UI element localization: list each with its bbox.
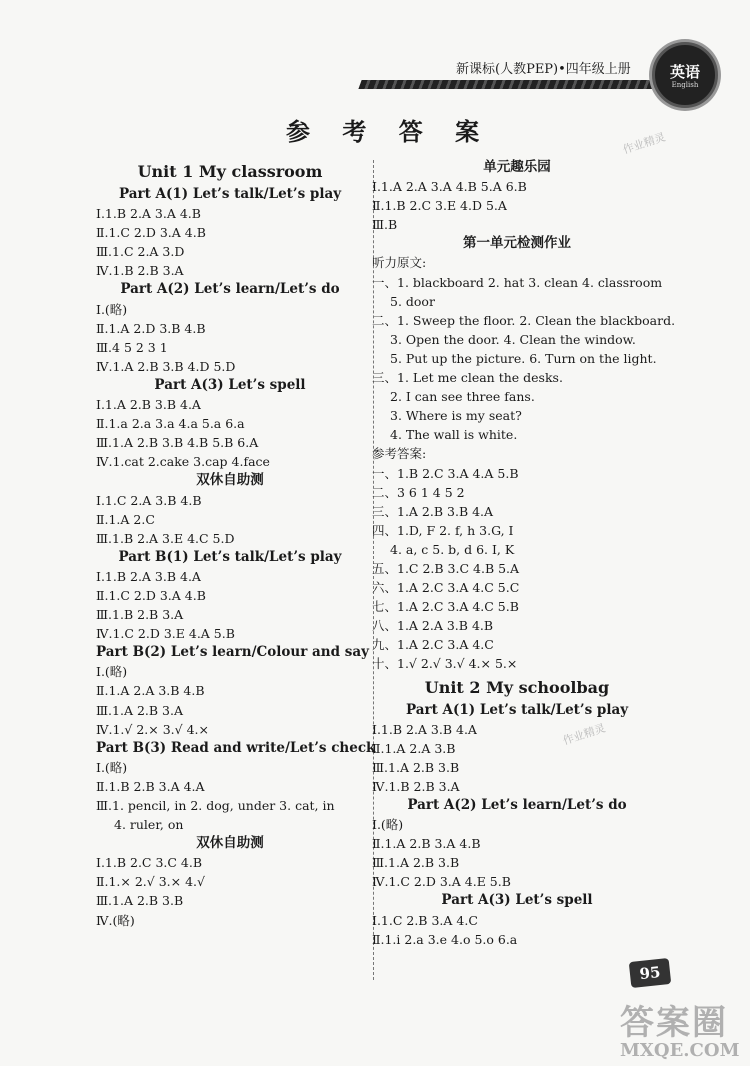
page-number: 95: [629, 958, 671, 988]
answer-line: Ⅱ.1.A 2.B 3.A 4.B: [372, 836, 481, 852]
section-heading: Part A(1) Let’s talk/Let’s play: [118, 186, 342, 202]
answer-line: 一、1. blackboard 2. hat 3. clean 4. classroom: [372, 274, 663, 290]
section-heading: 单元趣乐园: [483, 159, 551, 175]
watermark-small-2: 作业精灵: [561, 721, 608, 748]
answer-line: Ⅳ.1.B 2.B 3.A: [372, 778, 460, 794]
answer-line: Ⅲ.1.A 2.B 3.B 4.B 5.B 6.A: [96, 435, 259, 451]
header-text: 新课标(人教PEP)•四年级上册: [456, 62, 631, 77]
answer-line: Ⅲ.1.B 2.A 3.E 4.C 5.D: [96, 530, 235, 546]
page-title: 参 考 答 案: [286, 117, 492, 146]
answer-line: Ⅰ.1.A 2.B 3.B 4.A: [96, 397, 201, 413]
answer-line: Ⅱ.1.B 2.C 3.E 4.D 5.A: [372, 198, 507, 214]
section-heading: Part A(1) Let’s talk/Let’s play: [405, 701, 629, 718]
answer-line: Ⅰ.1.A 2.A 3.A 4.B 5.A 6.B: [372, 179, 527, 195]
answer-line: Ⅳ.1.B 2.B 3.A: [96, 263, 184, 279]
answer-line: 5. door: [390, 293, 435, 309]
answer-line: Ⅰ.1.B 2.A 3.B 4.A: [372, 721, 477, 737]
answer-line: Ⅲ.1.A 2.B 3.A: [96, 702, 183, 718]
answer-line: Ⅱ.1.a 2.a 3.a 4.a 5.a 6.a: [96, 416, 245, 432]
subject-badge: [652, 42, 718, 108]
watermark-url: MXQE.COM: [620, 1040, 740, 1061]
answer-line: 3. Open the door. 4. Clean the window.: [390, 331, 636, 347]
answer-line: Ⅲ.B: [372, 217, 398, 233]
watermark-logo: [620, 995, 740, 1061]
answer-line: 二、3 6 1 4 5 2: [372, 484, 465, 500]
answer-line: Ⅲ.1.A 2.B 3.B: [96, 893, 184, 909]
answer-line: 八、1.A 2.A 3.B 4.B: [372, 618, 494, 634]
answer-line: Ⅰ.(略): [96, 301, 128, 317]
answer-line: Ⅳ.1.√ 2.× 3.√ 4.×: [96, 721, 209, 737]
answer-line: Ⅲ.1.B 2.B 3.A: [96, 607, 184, 623]
page-header: [360, 50, 740, 100]
header-band: [358, 80, 681, 89]
answer-line: Ⅲ.1.A 2.B 3.B: [372, 759, 460, 775]
answer-line: Ⅳ.1.A 2.B 3.B 4.D 5.D: [96, 358, 236, 374]
section-heading: Part B(2) Let’s learn/Colour and say: [96, 644, 369, 661]
section-heading: Unit 1 My classroom: [137, 162, 323, 181]
answer-line: 四、1.D, F 2. f, h 3.G, I: [372, 522, 514, 538]
answer-line: Ⅱ.1.A 2.C: [96, 511, 155, 527]
badge-subtext: English: [671, 81, 699, 89]
answer-line: 4. a, c 5. b, d 6. I, K: [390, 541, 515, 557]
answer-line: Ⅰ.(略): [96, 664, 128, 680]
answer-line: 三、1.A 2.B 3.B 4.A: [372, 503, 494, 519]
section-heading: Part A(2) Let’s learn/Let’s do: [120, 281, 340, 298]
answer-line: 六、1.A 2.C 3.A 4.C 5.C: [372, 580, 520, 596]
answer-line: 二、1. Sweep the floor. 2. Clean the blackboard.: [372, 312, 676, 328]
answer-line: 十、1.√ 2.√ 3.√ 4.× 5.×: [372, 656, 518, 672]
answer-line: Ⅰ.1.C 2.B 3.A 4.C: [372, 912, 478, 928]
answer-line: Ⅱ.1.C 2.D 3.A 4.B: [96, 587, 206, 603]
answer-line: Ⅱ.1.A 2.A 3.B: [372, 740, 456, 756]
section-heading: Unit 2 My schoolbag: [424, 677, 610, 697]
answer-line: Ⅰ.(略): [96, 759, 128, 775]
answer-line: 参考答案:: [372, 446, 427, 462]
answer-line: Ⅲ.1.C 2.A 3.D: [96, 244, 185, 260]
answer-line: Ⅳ.1.C 2.D 3.E 4.A 5.B: [96, 626, 235, 642]
answer-line: 一、1.B 2.C 3.A 4.A 5.B: [372, 465, 519, 481]
answer-line: Ⅳ.(略): [96, 912, 135, 928]
answer-line: 5. Put up the picture. 6. Turn on the light.: [390, 350, 657, 366]
badge-text: 英语: [669, 63, 700, 81]
answer-line: Ⅱ.1.A 2.D 3.B 4.B: [96, 320, 206, 336]
answer-line: Ⅳ.1.C 2.D 3.A 4.E 5.B: [372, 874, 511, 890]
section-heading: 双休自助测: [196, 472, 264, 489]
answer-line: Ⅱ.1.C 2.D 3.A 4.B: [96, 225, 206, 241]
answer-line: Ⅰ.(略): [372, 817, 404, 833]
section-heading: Part B(1) Let’s talk/Let’s play: [118, 548, 342, 565]
answer-line: Ⅰ.1.B 2.A 3.B 4.A: [96, 568, 201, 584]
answer-line: Ⅲ.4 5 2 3 1: [96, 339, 168, 355]
watermark-big: 答案圈: [620, 1003, 728, 1043]
left-column: [96, 158, 376, 930]
answer-line: Ⅱ.1.× 2.√ 3.× 4.√: [96, 874, 205, 890]
answer-line: Ⅱ.1.A 2.A 3.B 4.B: [96, 683, 205, 699]
answer-line: Ⅳ.1.cat 2.cake 3.cap 4.face: [96, 454, 270, 470]
section-heading: Part A(3) Let’s spell: [154, 376, 306, 393]
answer-line: Ⅱ.1.i 2.a 3.e 4.o 5.o 6.a: [372, 931, 518, 947]
answer-line: Ⅰ.1.B 2.A 3.A 4.B: [96, 206, 201, 222]
answer-line: Ⅲ.1. pencil, in 2. dog, under 3. cat, in: [96, 798, 335, 813]
answer-line: Ⅰ.1.C 2.A 3.B 4.B: [96, 492, 202, 508]
answer-line: 4. The wall is white.: [390, 427, 518, 443]
answer-line: 2. I can see three fans.: [390, 389, 535, 405]
answer-line: 九、1.A 2.C 3.A 4.C: [372, 637, 494, 653]
section-heading: 双休自助测: [196, 835, 264, 852]
answer-line: Ⅲ.1.A 2.B 3.B: [372, 855, 460, 871]
right-column: [372, 158, 676, 949]
answer-line: Ⅱ.1.B 2.B 3.A 4.A: [96, 778, 205, 794]
watermark-small: 作业精灵: [621, 130, 668, 157]
answer-line: 听力原文:: [372, 255, 427, 271]
answer-line: Ⅰ.1.B 2.C 3.C 4.B: [96, 855, 203, 871]
answer-line: 三、1. Let me clean the desks.: [372, 370, 563, 386]
section-heading: Part A(3) Let’s spell: [441, 892, 593, 909]
section-heading: Part A(2) Let’s learn/Let’s do: [407, 797, 627, 813]
answer-line: 4. ruler, on: [114, 817, 184, 833]
answer-line: 五、1.C 2.B 3.C 4.B 5.A: [372, 560, 520, 576]
section-heading: 第一单元检测作业: [463, 235, 571, 252]
answer-line: 七、1.A 2.C 3.A 4.C 5.B: [372, 599, 519, 615]
section-heading: Part B(3) Read and write/Let’s check: [96, 739, 376, 756]
answer-line: 3. Where is my seat?: [390, 408, 522, 424]
